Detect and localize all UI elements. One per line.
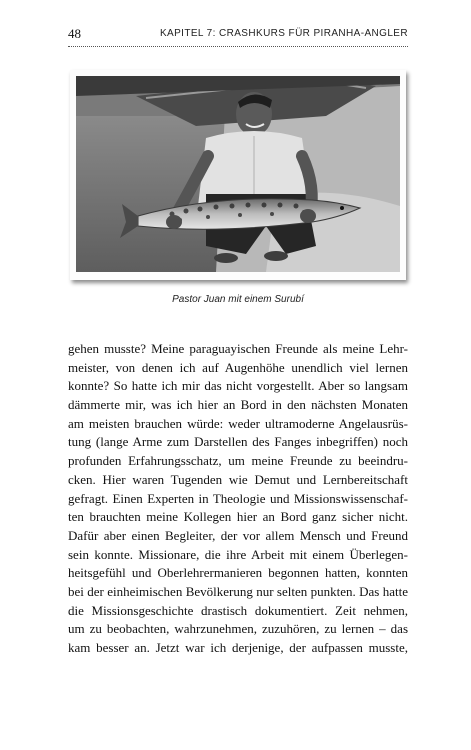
text-line: die Missionsgeschichte drastisch dokumentiert. Zeit nehmen, [68,602,408,618]
text-line: gehen musste? Meine paraguayischen Freunde als meine Lehr- [68,341,408,356]
text-line: sein konnte. Missionare, die ihre Arbeit mit einem Überlegen- [68,546,408,562]
text-line: ten brauchten meine Kollegen hier an Bord ganz sicher nicht. [68,509,408,525]
text-line: meister, von denen ich auf Augenhöhe unendlich viel lernen [68,359,408,375]
text-line: cken. Hier waren Tugenden wie Demut und Lernbereitschaft [68,471,408,487]
text-line: konnte? So hatte ich mir das nicht vorgestellt. Aber so langsam [68,378,408,394]
body-text [68,340,408,658]
text-line: tung (lange Arme zum Darstellen des Fanges inbegriffen) noch [68,434,408,450]
text-line: heitsgefühl und Oberlehrermanieren begonnen hatten, konnten [68,565,408,581]
photo-frame [70,70,406,280]
photo [76,76,400,272]
text-line: am meisten brauchen würde: weder ultramoderne Angelausrüs- [68,415,408,431]
running-head: KAPITEL 7: CRASHKURS FÜR PIRANHA-ANGLER [159,28,408,39]
text-line: bei der einheimischen Bevölkerung nur selten punkten. Das hatte [68,583,408,599]
figure-caption: Pastor Juan mit einem Surubí [172,294,304,305]
text-line: Dafür aber einen Begleiter, der vor allem Mensch und Freund [68,527,408,543]
text-line: dämmerte mir, was ich hier an Bord in den nächsten Monaten [68,397,408,413]
text-line: kam besser an. Jetzt war ich derjenige, der aufpassen musste, [68,640,408,655]
text-line: gefragt. Einen Experten in Theologie und Missionswissenschaf- [68,490,408,506]
text-line: profunden Erfahrungsschatz, um meine Freunde zu beeindru- [68,453,408,469]
text-line: um zu beobachten, wahrzunehmen, zuzuhören, zu lernen – das [68,621,408,637]
page-number: 48 [68,26,81,41]
page-header [68,26,408,47]
